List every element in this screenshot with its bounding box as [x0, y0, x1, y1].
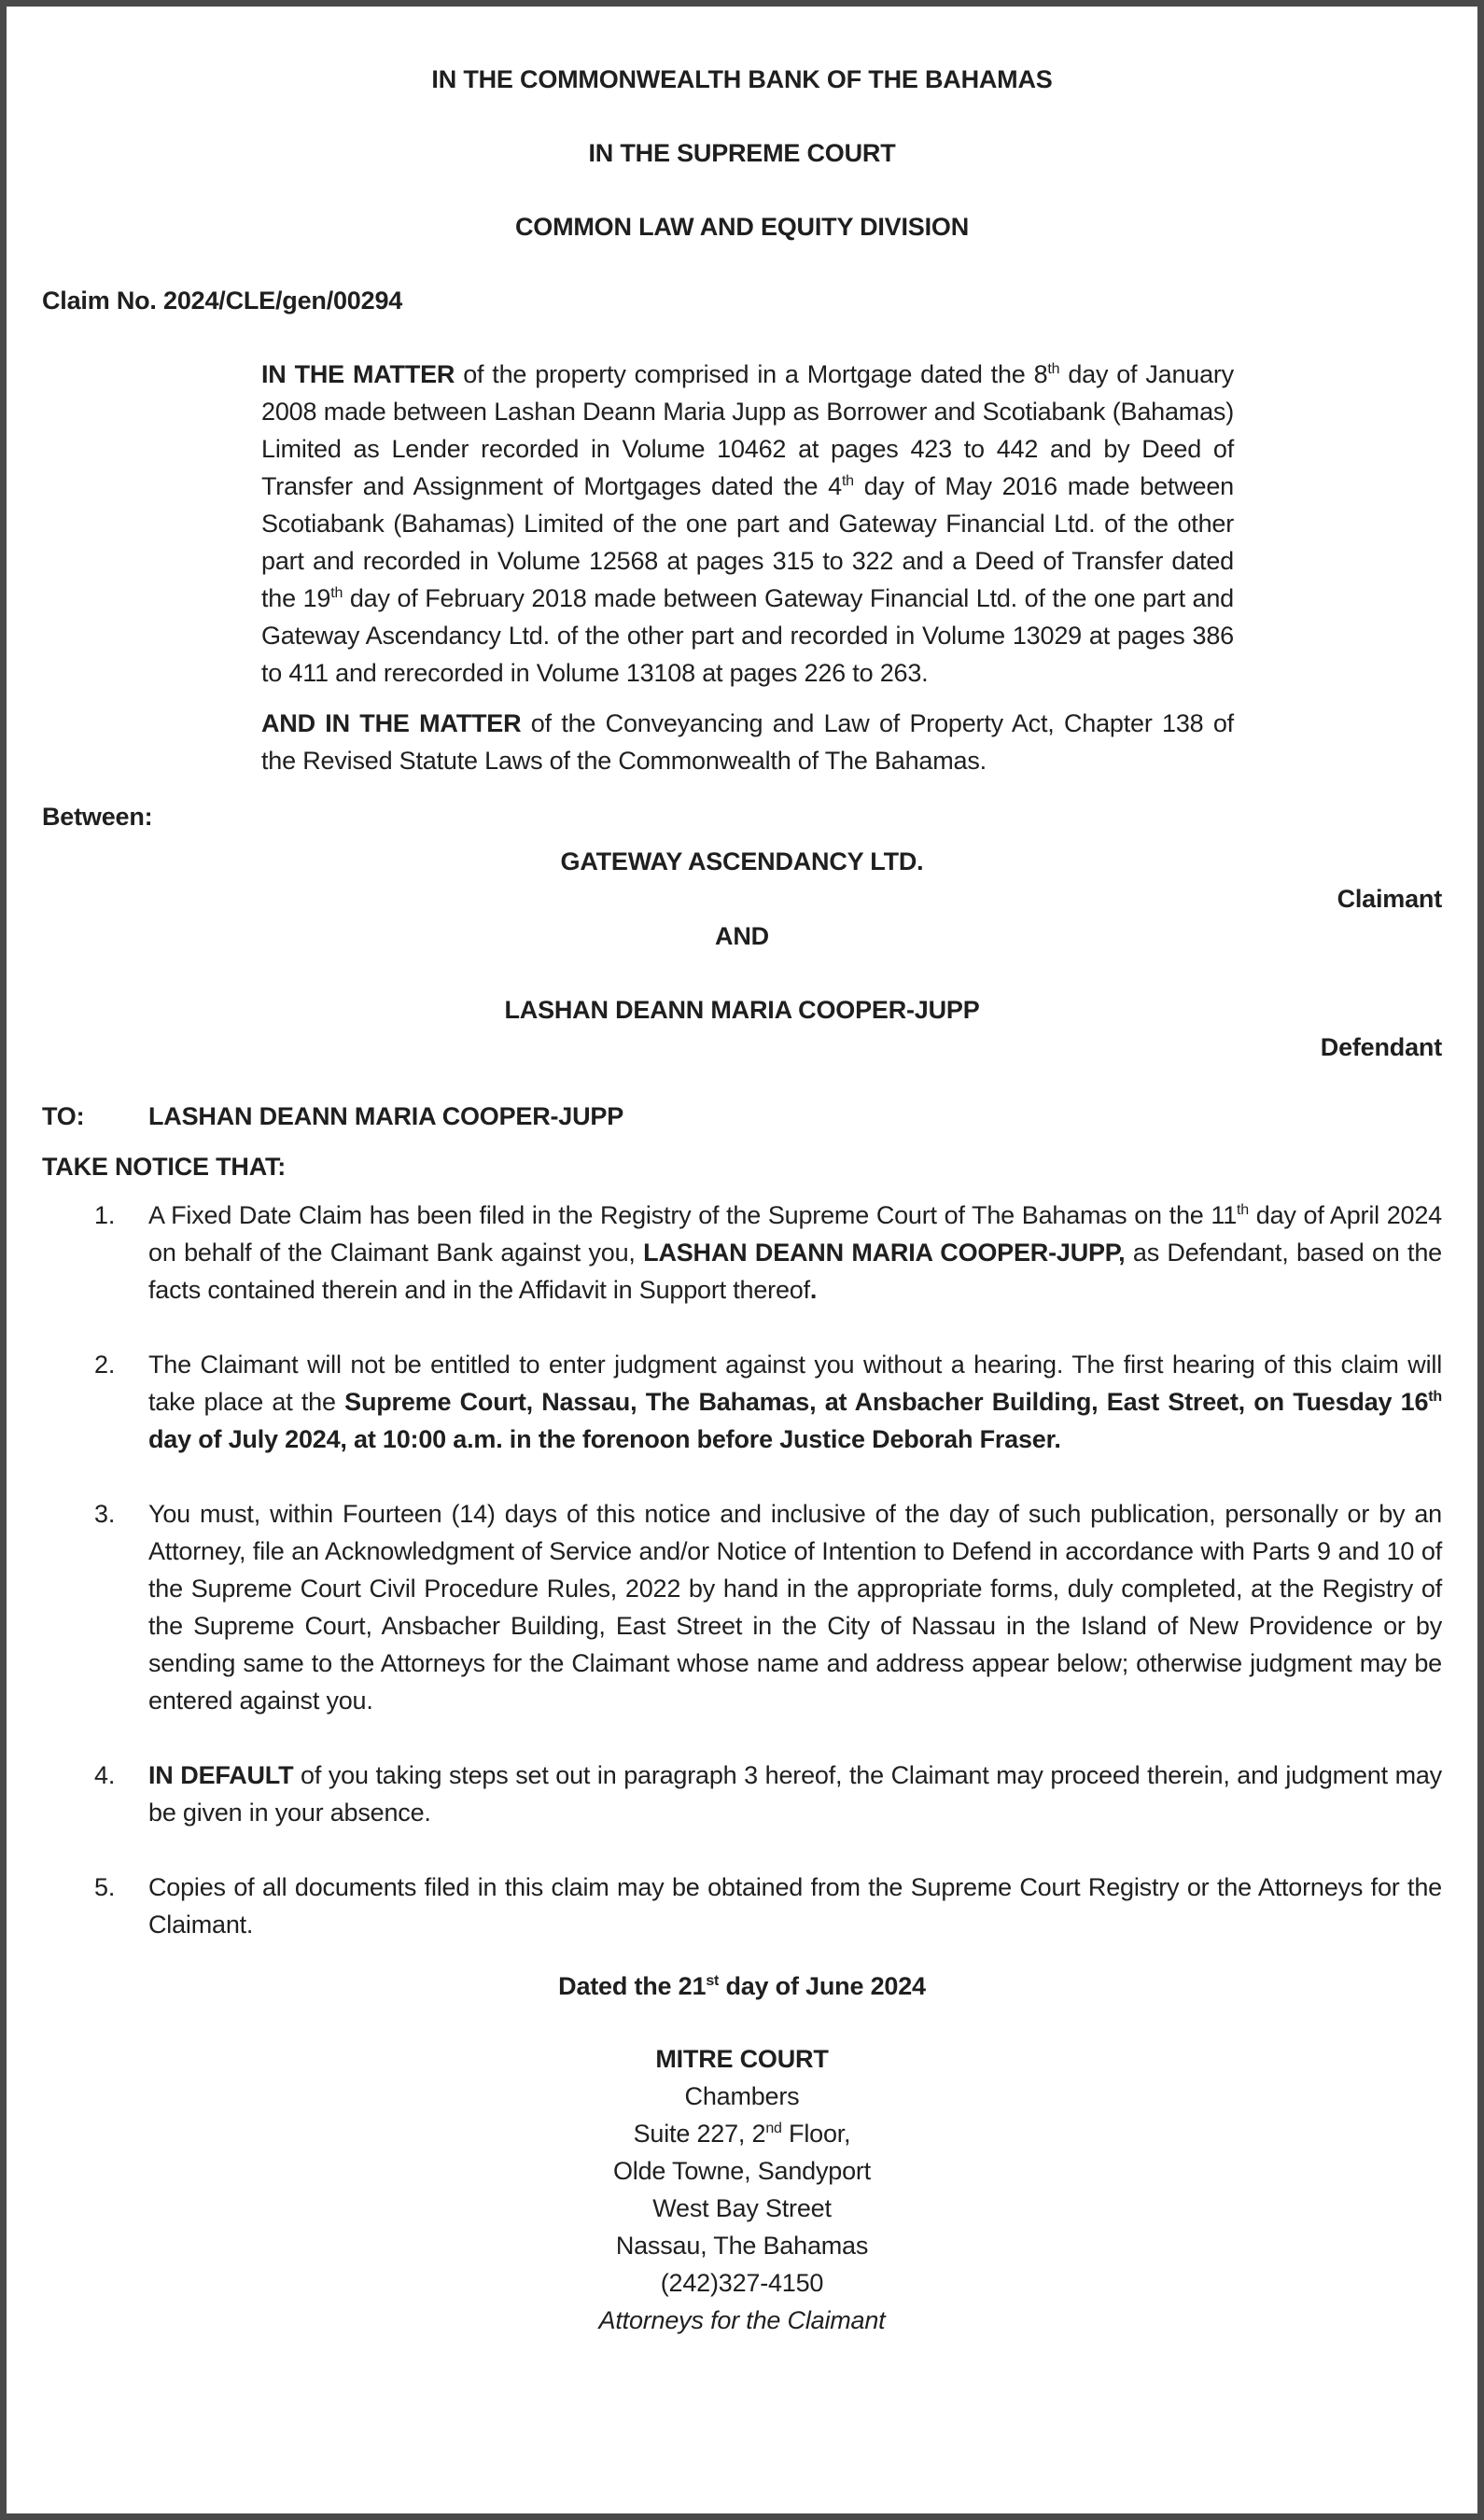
firm-address-line: West Bay Street — [652, 2194, 832, 2222]
court-heading-bank: IN THE COMMONWEALTH BANK OF THE BAHAMAS — [431, 65, 1053, 93]
matter2-text: of the Conveyancing and Law of Property Act, Chapter 138 of the Revised Statute Laws of the Commonwealth of The Bahamas. — [261, 709, 1234, 775]
matter-text-1: of the property comprised in a Mortgage dated the 8 — [455, 360, 1048, 388]
take-notice-heading: TAKE NOTICE THAT: — [42, 1153, 287, 1181]
item-number: 2. — [94, 1351, 116, 1379]
matter-text-2: day of January 2008 made between Lashan Deann Maria Jupp as Borrower and Scotiabank (Bahamas) Limited as Lender recorded in Volume 10462 at pages 423 to 442 and by Deed of Transfer and Assignment of Mortgages dated the 4 — [261, 360, 1234, 500]
dated-text: Dated the 21 — [558, 1972, 707, 2000]
to-label: TO: — [42, 1102, 85, 1130]
item-sup: th — [1428, 1389, 1442, 1405]
matter2-lead: AND IN THE MATTER — [261, 709, 522, 737]
item-bold-text: day of July 2024, at 10:00 a.m. in the forenoon before Justice Deborah Fraser. — [148, 1425, 1061, 1453]
dated-text: day of June 2024 — [719, 1972, 926, 2000]
firm-address-line: Nassau, The Bahamas — [615, 2232, 869, 2260]
firm-address-line: Olde Towne, Sandyport — [613, 2157, 871, 2185]
item-body — [148, 1197, 1442, 1309]
matter-sup-2: th — [841, 473, 854, 489]
item-text: The Claimant will not be entitled to enter judgment against you without a hearing. The first hearing of this claim will take place at the — [148, 1351, 1442, 1416]
matter-paragraph-act — [261, 705, 1234, 779]
notice-items — [42, 1197, 1442, 1943]
item-bold-text: LASHAN DEANN MARIA COOPER-JUPP, — [643, 1239, 1126, 1267]
suite-sup: nd — [765, 2121, 782, 2136]
between-label: Between: — [42, 803, 153, 831]
matter-sup-1: th — [1047, 361, 1060, 377]
item-number: 4. — [94, 1761, 116, 1789]
firm-phone: (242)327-4150 — [660, 2269, 824, 2297]
item-sup: th — [1237, 1202, 1249, 1218]
matter-section — [261, 356, 1234, 779]
item-body: You must, within Fourteen (14) days of this notice and inclusive of the day of such publication, personally or by an Attorney, file an Acknowledgment of Service and/or Notice of Intention to Defend in accordance with Parts 9 and 10 of the Supreme Court Civil Procedure Rules, 2022 by hand in the appropriate forms, duly completed, at the Registry of the Supreme Court, Ansbacher Building, East Street in the City of Nassau in the Island of New Providence or by sending same to the Attorneys for the Claimant whose name and address appear below; otherwise judgment may be entered against you. — [148, 1500, 1442, 1715]
firm-name: MITRE COURT — [655, 2045, 829, 2073]
dated-sup: st — [706, 1973, 720, 1989]
matter-text-3: day of May 2016 made between Scotiabank (Bahamas) Limited of the one part and Gateway Financial Ltd. of the other part and recorded in Volume 12568 at pages 315 to 322 and a Deed of Transfer dated the 19 — [261, 472, 1234, 612]
matter-lead: IN THE MATTER — [261, 360, 455, 388]
firm-role: Attorneys for the Claimant — [598, 2306, 886, 2334]
item-bold-text: IN DEFAULT — [148, 1761, 294, 1789]
and-separator: AND — [715, 922, 769, 950]
matter-text-4: day of February 2018 made between Gateway Financial Ltd. of the one part and Gateway Ascendancy Ltd. of the other part and recorded in Volume 13029 at pages 386 to 411 and rerecorded in Volume 13108 at pages 226 to 263. — [261, 584, 1234, 687]
matter-paragraph-mortgage — [261, 356, 1234, 692]
notice-item — [42, 1346, 1442, 1458]
item-text: day of April 2024 on behalf of the Claimant Bank against you, — [148, 1201, 1443, 1267]
firm-chambers: Chambers — [684, 2082, 800, 2110]
notice-item — [42, 1869, 1442, 1943]
notice-item — [42, 1757, 1442, 1831]
defendant-name: LASHAN DEANN MARIA COOPER-JUPP — [504, 996, 980, 1024]
item-number: 1. — [94, 1201, 116, 1229]
item-text: A Fixed Date Claim has been filed in the Registry of the Supreme Court of The Bahamas on the 11 — [148, 1201, 1238, 1229]
addressee-line — [42, 1098, 1442, 1135]
attorney-signature-block — [42, 2040, 1442, 2339]
claimant-role: Claimant — [1337, 885, 1442, 913]
addressee-name: LASHAN DEANN MARIA COOPER-JUPP — [148, 1102, 624, 1130]
suite-text: Suite 227, 2 — [633, 2120, 766, 2148]
claim-number: Claim No. 2024/CLE/gen/00294 — [42, 287, 403, 315]
notice-sheet — [42, 61, 1442, 2339]
item-number: 5. — [94, 1873, 116, 1901]
item-text: of you taking steps set out in paragraph 3 hereof, the Claimant may proceed therein, and judgment may be given in your absence. — [148, 1761, 1442, 1827]
court-heading-supreme: IN THE SUPREME COURT — [588, 139, 896, 167]
item-body — [148, 1346, 1442, 1458]
item-body — [148, 1757, 1442, 1831]
suite-text: Floor, — [781, 2120, 851, 2148]
claimant-name: GATEWAY ASCENDANCY LTD. — [560, 847, 924, 875]
item-number: 3. — [94, 1500, 116, 1528]
defendant-role: Defendant — [1320, 1033, 1442, 1061]
item-bold-text: . — [809, 1276, 818, 1304]
notice-item — [42, 1495, 1442, 1719]
firm-suite — [42, 2115, 1442, 2152]
item-text: as Defendant, based on the facts contained therein and in the Affidavit in Support thereof — [148, 1239, 1442, 1304]
notice-item — [42, 1197, 1442, 1309]
item-body: Copies of all documents filed in this claim may be obtained from the Supreme Court Registry or the Attorneys for the Claimant. — [148, 1873, 1442, 1939]
dated-line — [42, 1967, 1442, 2005]
item-bold-text: Supreme Court, Nassau, The Bahamas, at Ansbacher Building, East Street, on Tuesday 16 — [344, 1388, 1429, 1416]
court-heading-division: COMMON LAW AND EQUITY DIVISION — [514, 213, 969, 241]
matter-sup-3: th — [330, 585, 343, 601]
